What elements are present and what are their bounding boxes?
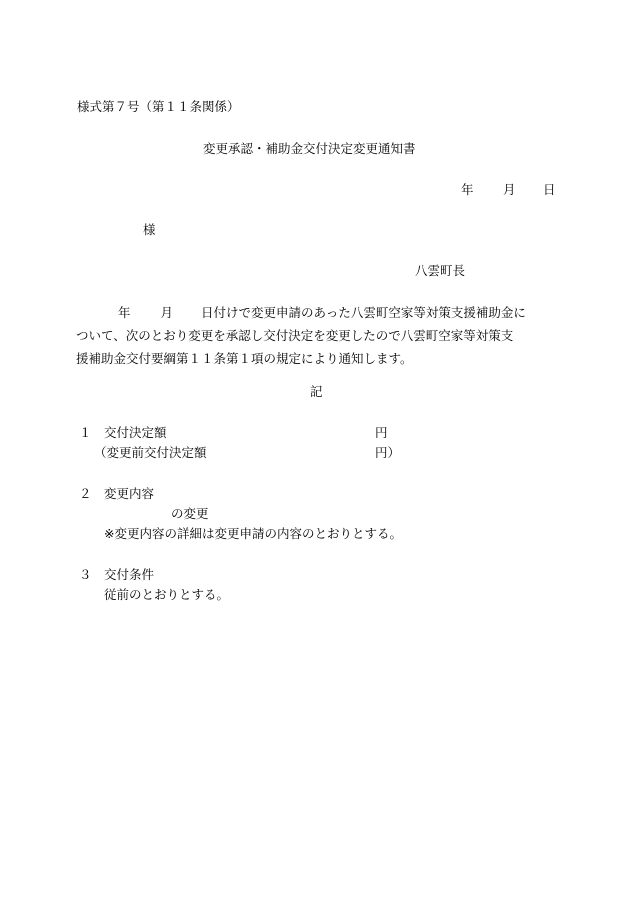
body-line-2: ついて、次のとおり変更を承認し交付決定を変更したので八雲町空家等対策支 <box>76 328 514 343</box>
date-day: 日 <box>543 182 556 197</box>
addressee-suffix: 様 <box>143 222 156 237</box>
item-1-number: １ <box>79 425 92 440</box>
item-3-label: 交付条件 <box>104 567 155 582</box>
item-2-change-suffix: の変更 <box>171 506 209 521</box>
body-line-1 <box>76 301 556 324</box>
document-title: 変更承認・補助金交付決定変更通知書 <box>203 141 416 156</box>
item-1-unit: 円 <box>375 425 388 440</box>
date-year: 年 <box>461 182 474 197</box>
item-3-number: ３ <box>79 567 92 582</box>
item-1-label: 交付決定額 <box>104 425 167 440</box>
item-1-sub-unit: 円） <box>375 445 401 460</box>
body-line-1-text: 日付けで変更申請のあった八雲町空家等対策支援補助金に <box>201 305 526 320</box>
ki-heading: 記 <box>310 384 323 399</box>
body-date-month: 月 <box>160 305 174 320</box>
item-2-number: ２ <box>79 486 92 501</box>
body-line-3: 援補助金交付要綱第１１条第１項の規定により通知します。 <box>76 351 413 366</box>
item-2-label: 変更内容 <box>104 486 155 501</box>
date-month: 月 <box>503 182 516 197</box>
body-paragraph <box>76 301 556 370</box>
item-3-text: 従前のとおりとする。 <box>104 587 230 602</box>
issuer: 八雲町長 <box>415 263 466 278</box>
item-2-note: ※変更内容の詳細は変更申請の内容のとおりとする。 <box>104 526 402 541</box>
form-number: 様式第７号（第１１条関係） <box>77 99 240 114</box>
item-1-sub-label: （変更前交付決定額 <box>94 445 207 460</box>
body-date-year: 年 <box>118 305 131 320</box>
